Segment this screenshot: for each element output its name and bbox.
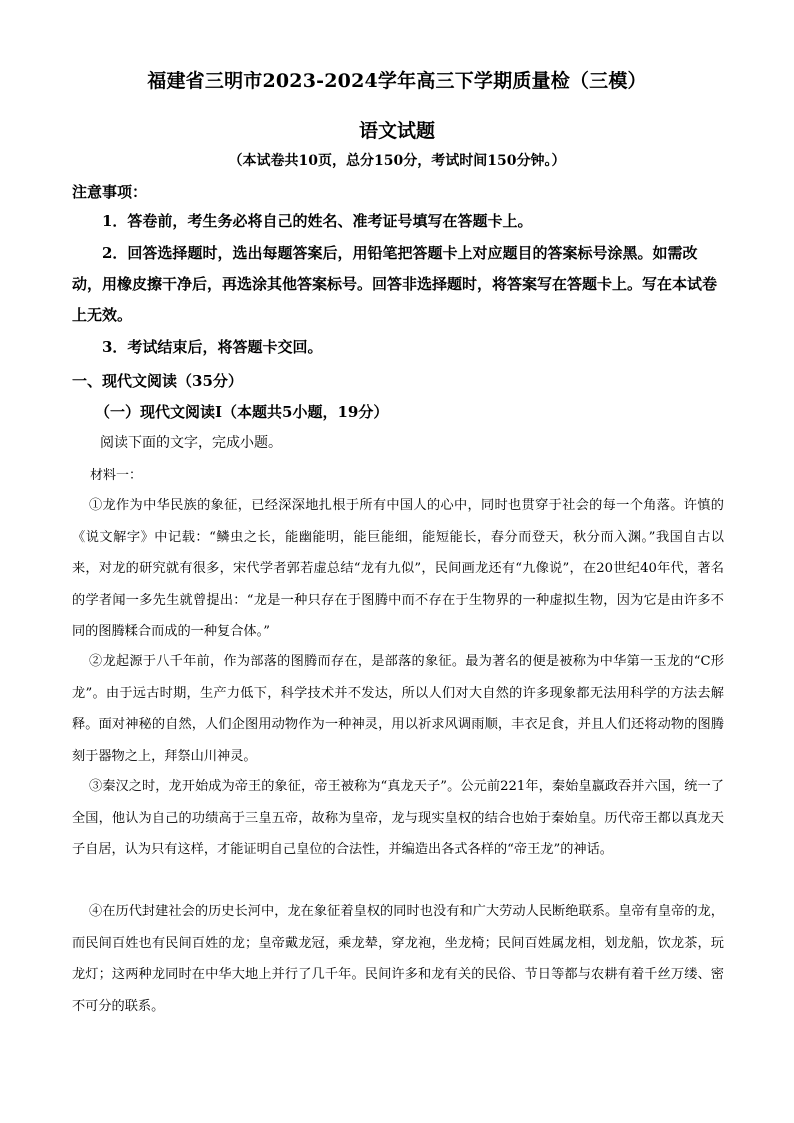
material-label: 材料一： [90,468,143,483]
paragraph-2: ②龙起源于八千年前，作为部落的图腾而存在，是部落的象征。最为著名的便是被称为中华第一玉龙的“C形龙”。由于远古时期，生产力低下，科学技术并不发达，所以人们对大自然的许多现象都无法用科学的方法去解释。面对神秘的自然，人们企图用动物作为一种神灵，用以祈求风调雨顺，丰衣足食，并且人们还将动物的图腾刻于器物之上，拜祭山川神灵。 [72,654,724,764]
instruction-item-1: 1．答卷前，考生务必将自己的姓名、准考证号填写在答题卡上。 [102,212,533,230]
exam-note: （本试卷共10页，总分150分，考试时间150分钟。） [228,153,566,169]
paragraph-1: ①龙作为中华民族的象征，已经深深地扎根于所有中国人的心中，同时也贯穿于社会的每一个角落。许慎的《说文解字》中记载：“鳞虫之长，能幽能明，能巨能细，能短能长，春分而登天，秋分而入渊。”我国自古以来，对龙的研究就有很多，宋代学者郭若虚总结“龙有九似”，民间画龙还有“九像说”，在20世纪40年代，著名的学者闻一多先生就曾提出：“龙是一种只存在于图腾中而不存在于生物界的一种虚拟生物，因为它是由许多不同的图腾糅合而成的一种复合体。” [72,498,724,639]
instruction-item-3: 3．考试结束后，将答题卡交回。 [102,338,323,356]
reading-prompt: 阅读下面的文字，完成小题。 [100,435,282,451]
exam-title: 福建省三明市2023-2024学年高三下学期质量检（三模） [147,70,647,92]
paragraph-3: ③秦汉之时，龙开始成为帝王的象征，帝王被称为“真龙天子”。公元前221年，秦始皇嬴政吞并六国，统一了全国，他认为自己的功绩高于三皇五帝，故称为皇帝，龙与现实皇权的结合也始于秦始皇。历代帝王都以真龙天子自居，认为只有这样，才能证明自己皇位的合法性，并编造出各式各样的“帝王龙”的神话。 [72,779,724,857]
section-title: 一、现代文阅读（35分） [72,372,243,390]
paragraph-4: ④在历代封建社会的历史长河中，龙在象征着皇权的同时也没有和广大劳动人民断绝联系。皇帝有皇帝的龙，而民间百姓也有民间百姓的龙；皇帝戴龙冠，乘龙辇，穿龙袍，坐龙椅；民间百姓属龙相，划龙船，饮龙茶，玩龙灯；这两种龙同时在中华大地上并行了几千年。民间许多和龙有关的民俗、节日等都与农耕有着千丝万缕、密不可分的联系。 [72,904,724,1014]
subject-title: 语文试题 [358,120,435,142]
instructions-heading: 注意事项： [72,183,148,201]
section-subtitle: （一）现代文阅读Ⅰ（本题共5小题，19分） [95,403,389,421]
instruction-item-2: 2．回答选择题时，选出每题答案后，用铅笔把答题卡上对应题目的答案标号涂黑。如需改动，用橡皮擦干净后，再选涂其他答案标号。回答非选择题时，将答案写在答题卡上。写在本试卷上无效。 [72,244,718,324]
